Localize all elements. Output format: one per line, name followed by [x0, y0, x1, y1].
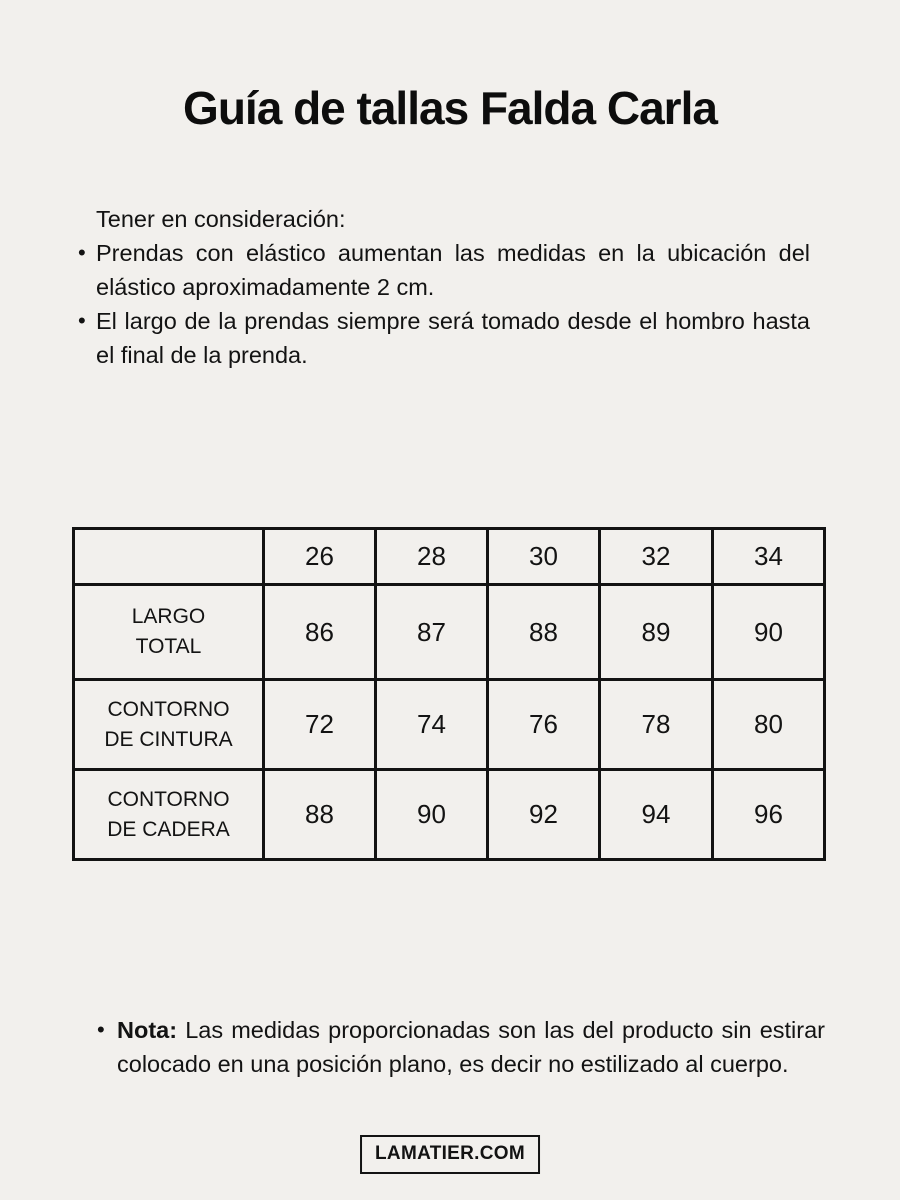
consideration-text: El largo de la prendas siempre será tomado desde el hombro hasta el final de la prenda.	[96, 308, 810, 368]
page-title: Guía de tallas Falda Carla	[183, 81, 717, 134]
measurement-cell: 86	[264, 585, 376, 680]
table-row	[74, 680, 825, 770]
bullet-icon: •	[78, 308, 86, 333]
table-row	[74, 770, 825, 860]
brand-footer: LAMATIER.COM	[360, 1135, 540, 1174]
size-col-header: 28	[376, 529, 488, 585]
consideration-item	[78, 304, 810, 372]
measurement-cell: 92	[488, 770, 600, 860]
measurement-cell: 87	[376, 585, 488, 680]
bullet-icon: •	[78, 240, 86, 265]
measurement-cell: 90	[376, 770, 488, 860]
size-col-header: 32	[600, 529, 713, 585]
measurement-cell: 76	[488, 680, 600, 770]
measurement-cell: 89	[600, 585, 713, 680]
consideration-item	[78, 236, 810, 304]
considerations-intro: Tener en consideración:	[96, 206, 346, 232]
size-col-header: 30	[488, 529, 600, 585]
size-col-header: 26	[264, 529, 376, 585]
measurement-cell: 90	[713, 585, 825, 680]
size-col-header: 34	[713, 529, 825, 585]
measurement-cell: 72	[264, 680, 376, 770]
table-row	[74, 585, 825, 680]
row-label: LARGO TOTAL	[74, 585, 264, 680]
measurement-cell: 78	[600, 680, 713, 770]
note-text: Las medidas proporcionadas son las del producto sin estirar colocado en una posición plano, es decir no estilizado al cuerpo.	[117, 1017, 825, 1077]
row-label: CONTORNO DE CINTURA	[74, 680, 264, 770]
considerations-section	[78, 202, 810, 372]
note-label: Nota:	[117, 1017, 178, 1043]
size-table	[72, 527, 826, 861]
consideration-text: Prendas con elástico aumentan las medidas en la ubicación del elástico aproximadamente 2 cm.	[96, 240, 810, 300]
table-corner-cell	[74, 529, 264, 585]
measurement-cell: 74	[376, 680, 488, 770]
measurement-cell: 80	[713, 680, 825, 770]
measurement-cell: 88	[264, 770, 376, 860]
table-header-row	[74, 529, 825, 585]
row-label: CONTORNO DE CADERA	[74, 770, 264, 860]
measurement-cell: 94	[600, 770, 713, 860]
bullet-icon: •	[97, 1017, 105, 1042]
measurement-cell: 88	[488, 585, 600, 680]
measurement-cell: 96	[713, 770, 825, 860]
note-paragraph	[117, 1013, 825, 1081]
note-section	[97, 1013, 825, 1081]
